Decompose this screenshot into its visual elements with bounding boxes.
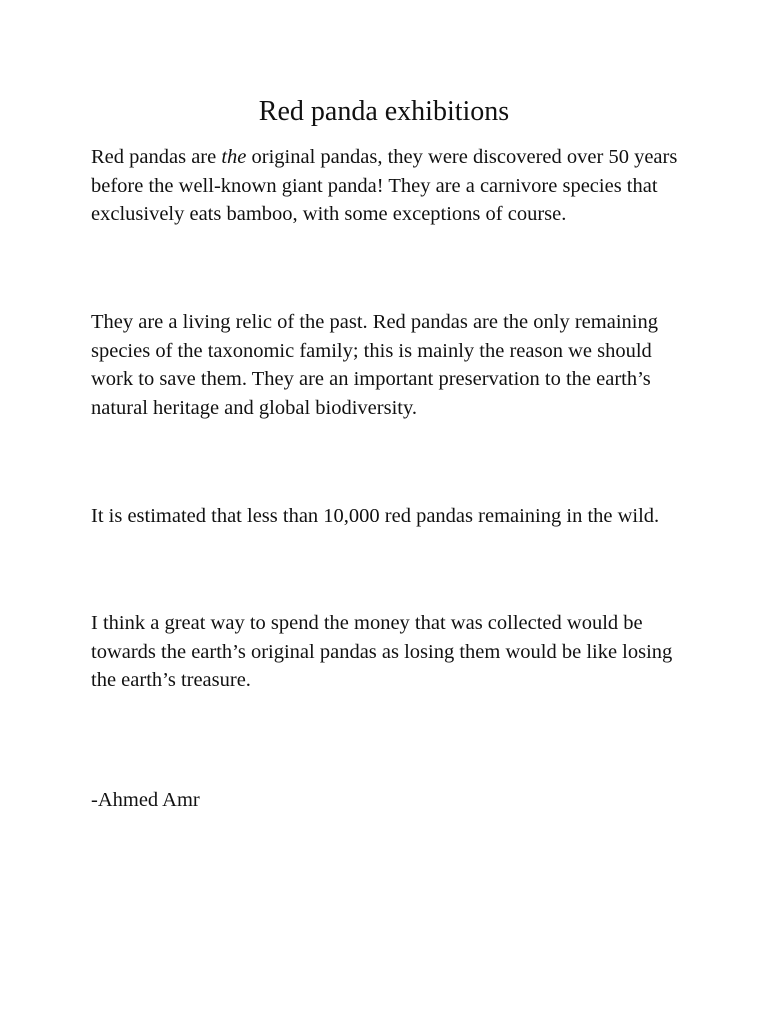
- paragraph-proposal: I think a great way to spend the money that was collected would be towards the earth’s original pandas as losing them would be like losing the earth’s treasure.: [91, 612, 673, 692]
- paragraph-intro-start: Red pandas are: [91, 146, 222, 168]
- author-signature: -Ahmed Amr: [91, 789, 200, 811]
- paragraph-intro-end: original pandas, they were discovered over 50 years before the well-known giant panda! They are a carnivore species that exclusively eats bamboo, with some exceptions of course.: [91, 146, 678, 226]
- paragraph-intro: [91, 143, 691, 229]
- paragraph-relic: They are a living relic of the past. Red pandas are the only remaining species of the taxonomic family; this is mainly the reason we should work to save them. They are an important preservation to the earth’s natural heritage and global biodiversity.: [91, 311, 658, 419]
- page-title: Red panda exhibitions: [258, 96, 510, 127]
- paragraph-intro-emphasis: the: [221, 146, 247, 168]
- paragraph-population: It is estimated that less than 10,000 red pandas remaining in the wild.: [91, 505, 660, 527]
